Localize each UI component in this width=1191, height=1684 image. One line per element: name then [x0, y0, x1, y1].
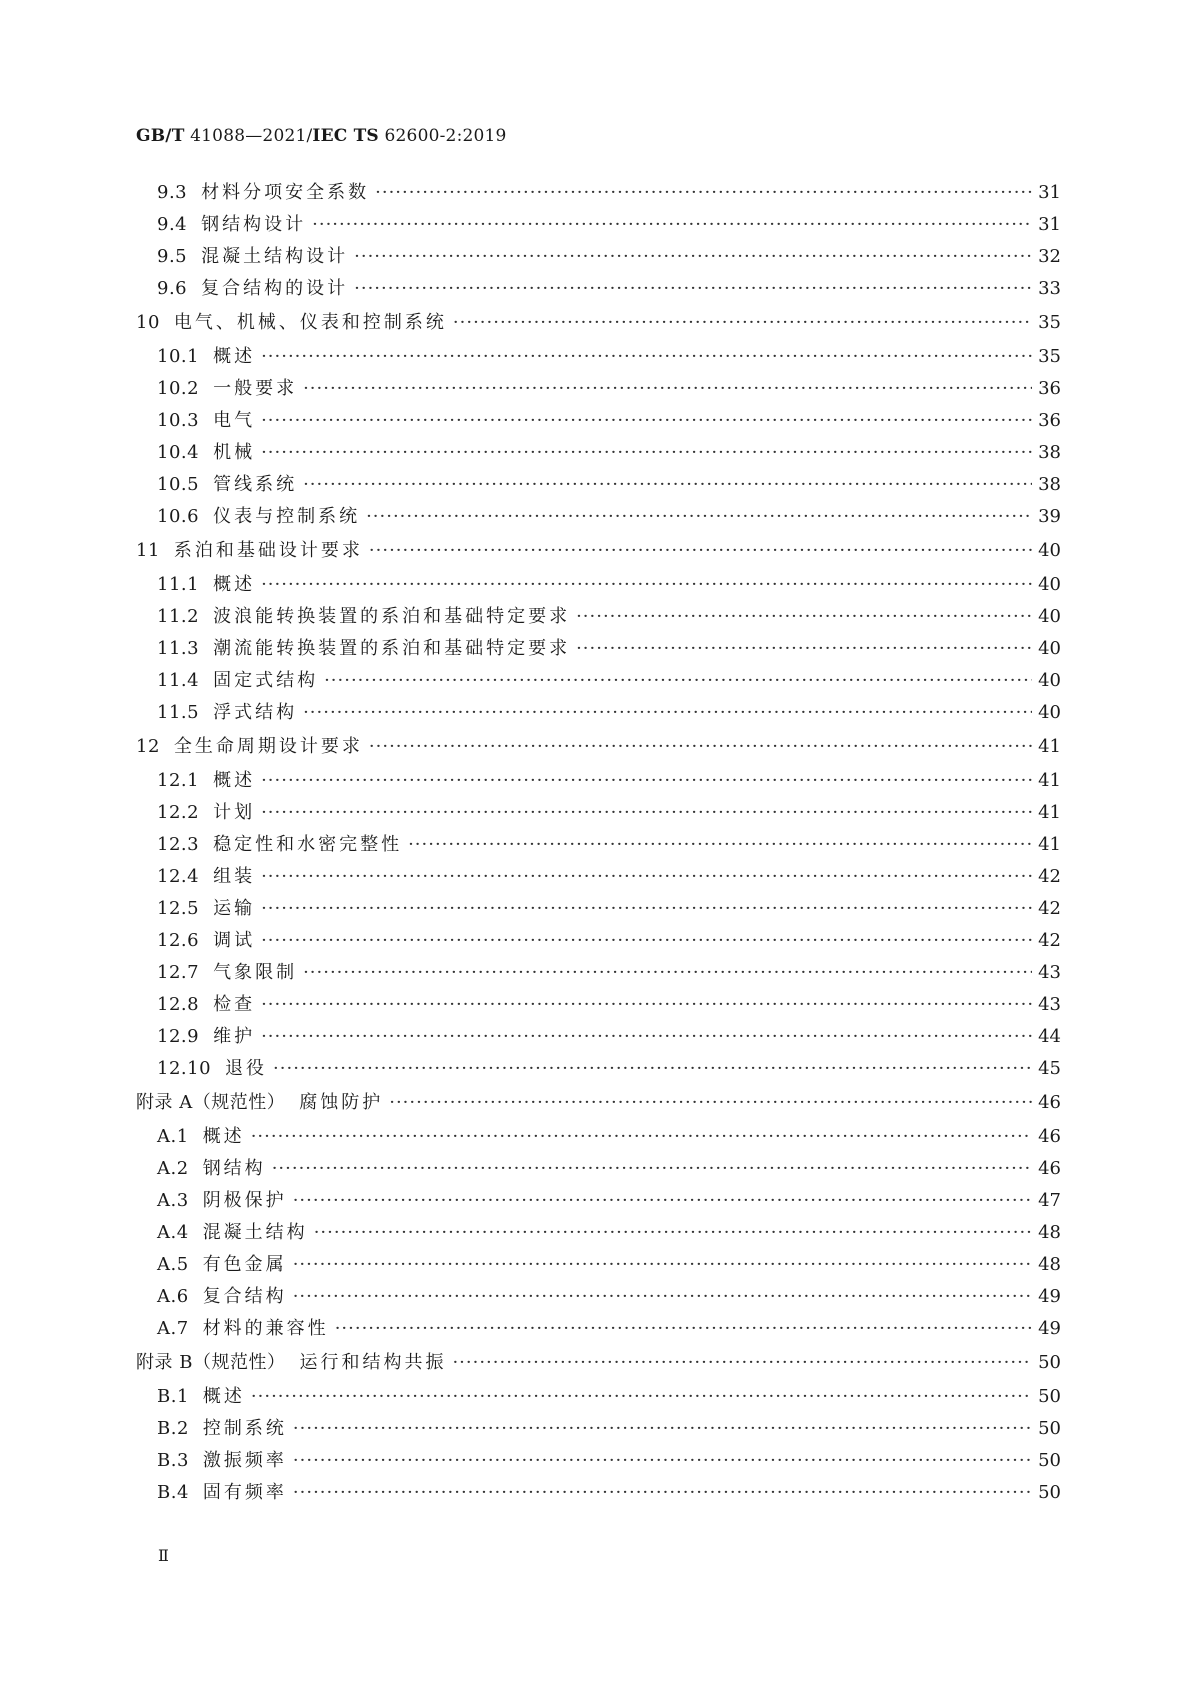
- toc-entry-title: 全生命周期设计要求: [173, 736, 363, 757]
- toc-dot-leader: [261, 989, 1032, 1021]
- toc-section-entry[interactable]: [136, 601, 1061, 633]
- toc-section-entry[interactable]: [136, 665, 1061, 697]
- toc-entry-title: 仪表与控制系统: [213, 506, 361, 527]
- toc-entry-title: 概述: [202, 1386, 245, 1407]
- toc-dot-leader: [261, 569, 1032, 601]
- toc-section-entry[interactable]: [136, 405, 1061, 437]
- toc-entry-page: 48: [1038, 1222, 1061, 1243]
- toc-section-entry[interactable]: [136, 501, 1061, 533]
- toc-entry-page: 36: [1038, 378, 1061, 399]
- iec-code-bold: IEC TS: [312, 126, 379, 146]
- toc-section-entry[interactable]: [136, 829, 1061, 861]
- table-of-contents: [136, 177, 1061, 1509]
- toc-entry-title: 运行和结构共振: [299, 1352, 447, 1373]
- toc-entry-number: 12.2: [157, 802, 200, 823]
- toc-entry-number: 12.4: [157, 866, 200, 887]
- toc-entry-title: 概述: [213, 574, 256, 595]
- toc-entry-title: 管线系统: [213, 474, 298, 495]
- toc-entry-number: 10.6: [157, 506, 200, 527]
- toc-entry-number: 12.10: [157, 1058, 212, 1079]
- toc-entry-page: 41: [1038, 770, 1061, 791]
- toc-dot-leader: [293, 1281, 1032, 1313]
- toc-section-entry[interactable]: [136, 1477, 1061, 1509]
- toc-entry-number: B.3: [157, 1450, 189, 1471]
- toc-dot-leader: [303, 469, 1032, 501]
- toc-section-entry[interactable]: [136, 1249, 1061, 1281]
- toc-entry-title: 退役: [225, 1058, 268, 1079]
- toc-entry-title: 概述: [213, 770, 256, 791]
- toc-dot-leader: [324, 665, 1032, 697]
- toc-entry-number: 11.3: [157, 638, 200, 659]
- toc-dot-leader: [293, 1185, 1032, 1217]
- toc-entry-title: 复合结构的设计: [201, 278, 349, 299]
- toc-entry-number: A.6: [157, 1286, 189, 1307]
- toc-chapter-entry[interactable]: [136, 533, 1061, 569]
- toc-section-entry[interactable]: [136, 273, 1061, 305]
- toc-entry-page: 42: [1038, 898, 1061, 919]
- toc-entry-page: 42: [1038, 866, 1061, 887]
- toc-section-entry[interactable]: [136, 633, 1061, 665]
- toc-entry-number: B.1: [157, 1386, 189, 1407]
- toc-entry-title: 计划: [213, 802, 256, 823]
- toc-entry-title: 腐蚀防护: [299, 1092, 384, 1113]
- toc-section-entry[interactable]: [136, 697, 1061, 729]
- toc-dot-leader: [375, 177, 1032, 209]
- toc-entry-title: 控制系统: [202, 1418, 287, 1439]
- toc-entry-title: 激振频率: [202, 1450, 287, 1471]
- toc-entry-page: 48: [1038, 1254, 1061, 1275]
- toc-entry-title: 材料的兼容性: [202, 1318, 329, 1339]
- toc-entry-title: 调试: [213, 930, 256, 951]
- toc-entry-page: 43: [1038, 994, 1061, 1015]
- toc-dot-leader: [369, 729, 1032, 765]
- toc-entry-page: 43: [1038, 962, 1061, 983]
- toc-entry-number: 12.9: [157, 1026, 200, 1047]
- toc-entry-page: 40: [1038, 670, 1061, 691]
- toc-dot-leader: [261, 437, 1032, 469]
- toc-entry-number: 12.5: [157, 898, 200, 919]
- toc-section-entry[interactable]: [136, 1185, 1061, 1217]
- toc-section-entry[interactable]: [136, 177, 1061, 209]
- toc-entry-number: 9.3: [157, 182, 188, 203]
- toc-dot-leader: [261, 341, 1032, 373]
- toc-entry-number: 12.1: [157, 770, 200, 791]
- toc-dot-leader: [335, 1313, 1032, 1345]
- toc-dot-leader: [261, 925, 1032, 957]
- toc-section-entry[interactable]: [136, 989, 1061, 1021]
- toc-entry-number: 12.8: [157, 994, 200, 1015]
- toc-entry-number: A.5: [157, 1254, 189, 1275]
- toc-entry-number: A.2: [157, 1158, 189, 1179]
- toc-dot-leader: [303, 697, 1032, 729]
- toc-dot-leader: [453, 305, 1032, 341]
- toc-section-entry[interactable]: [136, 569, 1061, 601]
- toc-section-entry[interactable]: [136, 1021, 1061, 1053]
- toc-section-entry[interactable]: [136, 341, 1061, 373]
- toc-entry-page: 38: [1038, 474, 1061, 495]
- toc-section-entry[interactable]: [136, 797, 1061, 829]
- toc-entry-page: 50: [1038, 1418, 1061, 1439]
- toc-entry-title: 浮式结构: [213, 702, 298, 723]
- toc-dot-leader: [261, 797, 1032, 829]
- toc-entry-title: 固有频率: [202, 1482, 287, 1503]
- toc-chapter-entry[interactable]: [136, 1345, 1061, 1381]
- toc-entry-page: 49: [1038, 1286, 1061, 1307]
- toc-dot-leader: [452, 1345, 1032, 1381]
- toc-entry-number: A.3: [157, 1190, 189, 1211]
- toc-entry-number: 12.3: [157, 834, 200, 855]
- toc-entry-number: 10.2: [157, 378, 200, 399]
- toc-section-entry[interactable]: [136, 1153, 1061, 1185]
- toc-entry-title: 运输: [213, 898, 256, 919]
- toc-entry-page: 50: [1038, 1450, 1061, 1471]
- toc-entry-page: 36: [1038, 410, 1061, 431]
- toc-entry-number: 10: [136, 312, 160, 333]
- toc-entry-page: 40: [1038, 540, 1061, 561]
- toc-entry-title: 检查: [213, 994, 256, 1015]
- toc-dot-leader: [251, 1121, 1032, 1153]
- toc-entry-title: 机械: [213, 442, 256, 463]
- toc-entry-page: 41: [1038, 834, 1061, 855]
- toc-entry-title: 钢结构设计: [201, 214, 307, 235]
- toc-chapter-entry[interactable]: [136, 305, 1061, 341]
- toc-entry-page: 40: [1038, 606, 1061, 627]
- toc-entry-title: 材料分项安全系数: [201, 182, 370, 203]
- toc-entry-page: 41: [1038, 802, 1061, 823]
- toc-entry-title: 阴极保护: [202, 1190, 287, 1211]
- toc-entry-title: 钢结构: [202, 1158, 266, 1179]
- document-header: [136, 126, 507, 146]
- toc-section-entry[interactable]: [136, 1121, 1061, 1153]
- toc-entry-page: 50: [1038, 1386, 1061, 1407]
- toc-entry-page: 31: [1038, 182, 1061, 203]
- toc-dot-leader: [293, 1477, 1032, 1509]
- toc-dot-leader: [576, 601, 1032, 633]
- toc-dot-leader: [303, 957, 1032, 989]
- toc-entry-title: 复合结构: [202, 1286, 287, 1307]
- toc-chapter-entry[interactable]: [136, 729, 1061, 765]
- toc-section-entry[interactable]: [136, 241, 1061, 273]
- toc-entry-number: A.4: [157, 1222, 189, 1243]
- iec-code-number: 62600-2:2019: [378, 126, 507, 146]
- toc-dot-leader: [576, 633, 1032, 665]
- toc-entry-title: 混凝土结构: [202, 1222, 308, 1243]
- toc-dot-leader: [272, 1153, 1032, 1185]
- toc-entry-title: 维护: [213, 1026, 256, 1047]
- toc-dot-leader: [389, 1085, 1032, 1121]
- toc-dot-leader: [303, 373, 1032, 405]
- toc-chapter-entry[interactable]: [136, 1085, 1061, 1121]
- toc-entry-title: 稳定性和水密完整性: [213, 834, 403, 855]
- toc-entry-title: 概述: [202, 1126, 245, 1147]
- toc-entry-page: 32: [1038, 246, 1061, 267]
- toc-entry-page: 46: [1038, 1092, 1061, 1113]
- toc-dot-leader: [261, 893, 1032, 925]
- toc-entry-title: 气象限制: [213, 962, 298, 983]
- toc-dot-leader: [293, 1249, 1032, 1281]
- toc-entry-number: A.7: [157, 1318, 189, 1339]
- toc-entry-number: 9.4: [157, 214, 188, 235]
- toc-dot-leader: [314, 1217, 1032, 1249]
- toc-entry-page: 41: [1038, 736, 1061, 757]
- toc-section-entry[interactable]: [136, 1053, 1061, 1085]
- toc-section-entry[interactable]: [136, 765, 1061, 797]
- toc-section-entry[interactable]: [136, 1313, 1061, 1345]
- toc-section-entry[interactable]: [136, 373, 1061, 405]
- toc-entry-number: 附录 B（规范性）: [136, 1352, 286, 1373]
- toc-section-entry[interactable]: [136, 469, 1061, 501]
- toc-entry-page: 39: [1038, 506, 1061, 527]
- toc-entry-page: 38: [1038, 442, 1061, 463]
- toc-entry-title: 系泊和基础设计要求: [173, 540, 363, 561]
- toc-dot-leader: [273, 1053, 1032, 1085]
- toc-entry-page: 47: [1038, 1190, 1061, 1211]
- toc-entry-number: 11.1: [157, 574, 200, 595]
- toc-dot-leader: [261, 765, 1032, 797]
- toc-dot-leader: [251, 1381, 1032, 1413]
- toc-dot-leader: [261, 405, 1032, 437]
- toc-entry-page: 33: [1038, 278, 1061, 299]
- toc-entry-page: 40: [1038, 574, 1061, 595]
- toc-entry-number: B.4: [157, 1482, 189, 1503]
- toc-entry-number: 12.6: [157, 930, 200, 951]
- toc-entry-title: 电气: [213, 410, 256, 431]
- toc-dot-leader: [312, 209, 1032, 241]
- toc-dot-leader: [366, 501, 1032, 533]
- toc-entry-number: 11: [136, 540, 160, 561]
- toc-entry-page: 44: [1038, 1026, 1061, 1047]
- toc-entry-page: 40: [1038, 638, 1061, 659]
- toc-entry-number: 12: [136, 736, 160, 757]
- toc-dot-leader: [369, 533, 1032, 569]
- toc-entry-number: 11.4: [157, 670, 200, 691]
- toc-entry-number: 12.7: [157, 962, 200, 983]
- toc-entry-title: 有色金属: [202, 1254, 287, 1275]
- toc-section-entry[interactable]: [136, 1281, 1061, 1313]
- toc-entry-number: 10.4: [157, 442, 200, 463]
- toc-entry-page: 50: [1038, 1482, 1061, 1503]
- toc-dot-leader: [293, 1413, 1032, 1445]
- toc-section-entry[interactable]: [136, 893, 1061, 925]
- toc-section-entry[interactable]: [136, 209, 1061, 241]
- toc-entry-page: 46: [1038, 1126, 1061, 1147]
- toc-entry-title: 固定式结构: [213, 670, 319, 691]
- toc-section-entry[interactable]: [136, 1413, 1061, 1445]
- toc-section-entry[interactable]: [136, 925, 1061, 957]
- toc-entry-title: 概述: [213, 346, 256, 367]
- toc-entry-title: 潮流能转换装置的系泊和基础特定要求: [213, 638, 571, 659]
- toc-section-entry[interactable]: [136, 1381, 1061, 1413]
- toc-dot-leader: [261, 1021, 1032, 1053]
- toc-entry-number: 10.5: [157, 474, 200, 495]
- toc-section-entry[interactable]: [136, 437, 1061, 469]
- toc-dot-leader: [261, 861, 1032, 893]
- toc-entry-number: 11.2: [157, 606, 200, 627]
- toc-entry-number: A.1: [157, 1126, 189, 1147]
- toc-section-entry[interactable]: [136, 1217, 1061, 1249]
- toc-entry-page: 35: [1038, 312, 1061, 333]
- toc-section-entry[interactable]: [136, 1445, 1061, 1477]
- toc-entry-page: 42: [1038, 930, 1061, 951]
- toc-section-entry[interactable]: [136, 861, 1061, 893]
- toc-entry-page: 45: [1038, 1058, 1061, 1079]
- toc-entry-title: 电气、机械、仪表和控制系统: [173, 312, 447, 333]
- page-number-footer: Ⅱ: [158, 1546, 169, 1565]
- toc-entry-page: 35: [1038, 346, 1061, 367]
- toc-entry-title: 一般要求: [213, 378, 298, 399]
- toc-entry-number: B.2: [157, 1418, 189, 1439]
- toc-entry-number: 9.5: [157, 246, 188, 267]
- toc-dot-leader: [408, 829, 1032, 861]
- toc-dot-leader: [354, 241, 1032, 273]
- standard-code-number: 41088—2021/: [184, 126, 313, 146]
- toc-entry-page: 50: [1038, 1352, 1061, 1373]
- toc-entry-title: 组装: [213, 866, 256, 887]
- standard-code-bold: GB/T: [136, 126, 185, 146]
- toc-entry-number: 9.6: [157, 278, 188, 299]
- toc-entry-number: 11.5: [157, 702, 200, 723]
- toc-entry-page: 49: [1038, 1318, 1061, 1339]
- toc-section-entry[interactable]: [136, 957, 1061, 989]
- toc-entry-page: 46: [1038, 1158, 1061, 1179]
- toc-entry-number: 10.3: [157, 410, 200, 431]
- toc-dot-leader: [293, 1445, 1032, 1477]
- toc-entry-number: 附录 A（规范性）: [136, 1092, 286, 1113]
- toc-entry-page: 31: [1038, 214, 1061, 235]
- toc-entry-title: 混凝土结构设计: [201, 246, 349, 267]
- toc-entry-page: 40: [1038, 702, 1061, 723]
- toc-entry-title: 波浪能转换装置的系泊和基础特定要求: [213, 606, 571, 627]
- toc-dot-leader: [354, 273, 1032, 305]
- toc-entry-number: 10.1: [157, 346, 200, 367]
